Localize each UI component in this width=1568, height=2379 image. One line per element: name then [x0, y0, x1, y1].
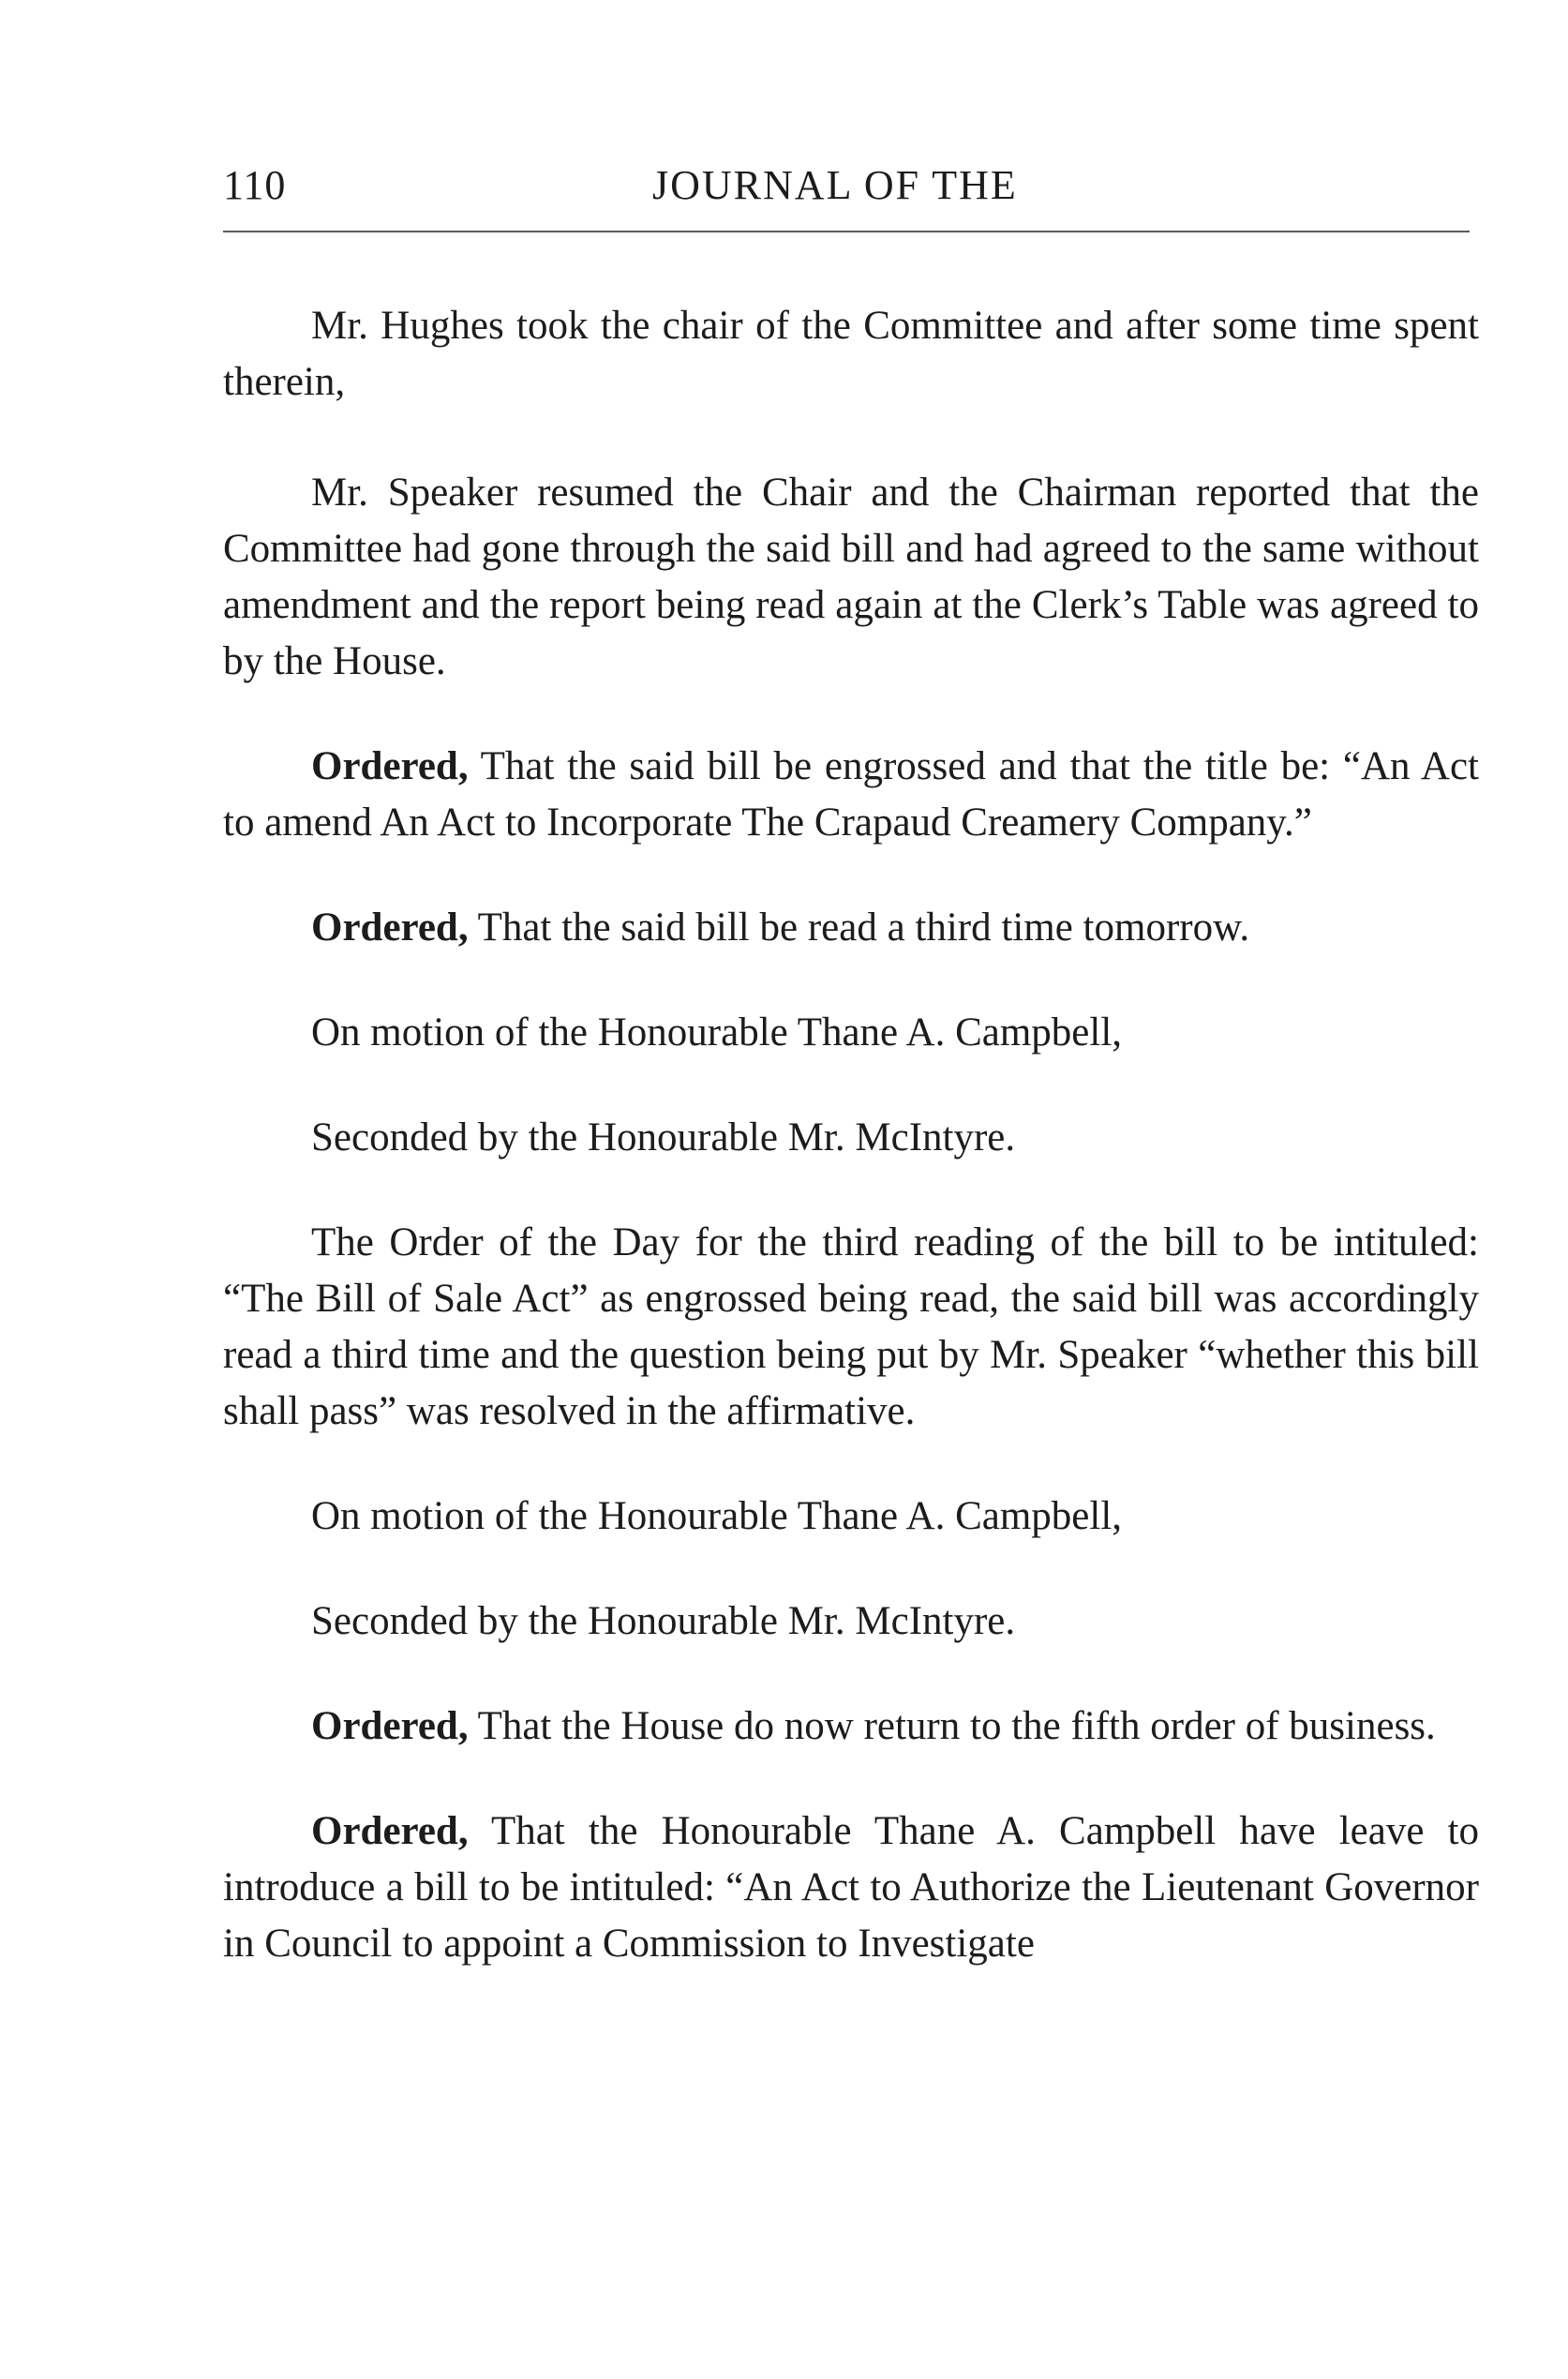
paragraph-order-of-day: [223, 1215, 1479, 1440]
header-rule: [223, 231, 1470, 232]
journal-body: [223, 298, 1479, 1972]
paragraph-ordered-return: [223, 1698, 1479, 1755]
paragraph-speaker-resumed: [223, 465, 1479, 690]
paragraph-text: Seconded by the Honourable Mr. McIntyre.: [311, 1115, 1016, 1160]
paragraph-text: Mr. Hughes took the chair of the Committee and after some time spent therein,: [223, 304, 1479, 404]
paragraph-ordered-third-reading: [223, 900, 1479, 956]
paragraph-motion: [223, 1489, 1479, 1545]
paragraph-text: The Order of the Day for the third reading of the bill to be intituled: “The Bill of Sale Act” as engrossed being read, the said bill was accordingly read a third time and the question being put by Mr. Speaker “whether this bill shall pass” was resolved in the affirmative.: [223, 1220, 1479, 1433]
paragraph-motion: [223, 1005, 1479, 1061]
paragraph-text: Mr. Speaker resumed the Chair and the Chairman reported that the Committee had gone through the said bill and had agreed to the same without amendment and the report being read again at the Clerk’s Table was agreed to by the House.: [223, 471, 1479, 683]
paragraph-text: Seconded by the Honourable Mr. McIntyre.: [311, 1599, 1016, 1643]
ordered-keyword: Ordered,: [311, 905, 469, 950]
page-number: 110: [223, 162, 287, 208]
paragraph-text: That the House do now return to the fifth order of business.: [468, 1704, 1436, 1748]
ordered-keyword: Ordered,: [311, 1809, 469, 1853]
page-header: [223, 161, 1470, 217]
paragraph-text: That the Honourable Thane A. Campbell have leave to introduce a bill to be intituled: “An Act to Authorize the Lieutenant Governor in Council to appoint a Commission to Investigate: [223, 1809, 1479, 1966]
running-head: JOURNAL OF THE: [652, 162, 1018, 208]
paragraph-text: That the said bill be read a third time tomorrow.: [468, 905, 1250, 950]
paragraph-seconded: [223, 1110, 1479, 1166]
paragraph-ordered-engrossed: [223, 739, 1479, 851]
paragraph-seconded: [223, 1593, 1479, 1650]
paragraph-ordered-leave: [223, 1803, 1479, 1972]
paragraph-text: That the said bill be engrossed and that the title be: “An Act to amend An Act to Incorporate The Crapaud Creamery Company.”: [223, 744, 1479, 845]
paragraph-text: On motion of the Honourable Thane A. Campbell,: [311, 1494, 1123, 1538]
paragraph-committee-chair: [223, 298, 1479, 411]
ordered-keyword: Ordered,: [311, 744, 469, 788]
paragraph-text: On motion of the Honourable Thane A. Campbell,: [311, 1010, 1123, 1055]
ordered-keyword: Ordered,: [311, 1704, 469, 1748]
